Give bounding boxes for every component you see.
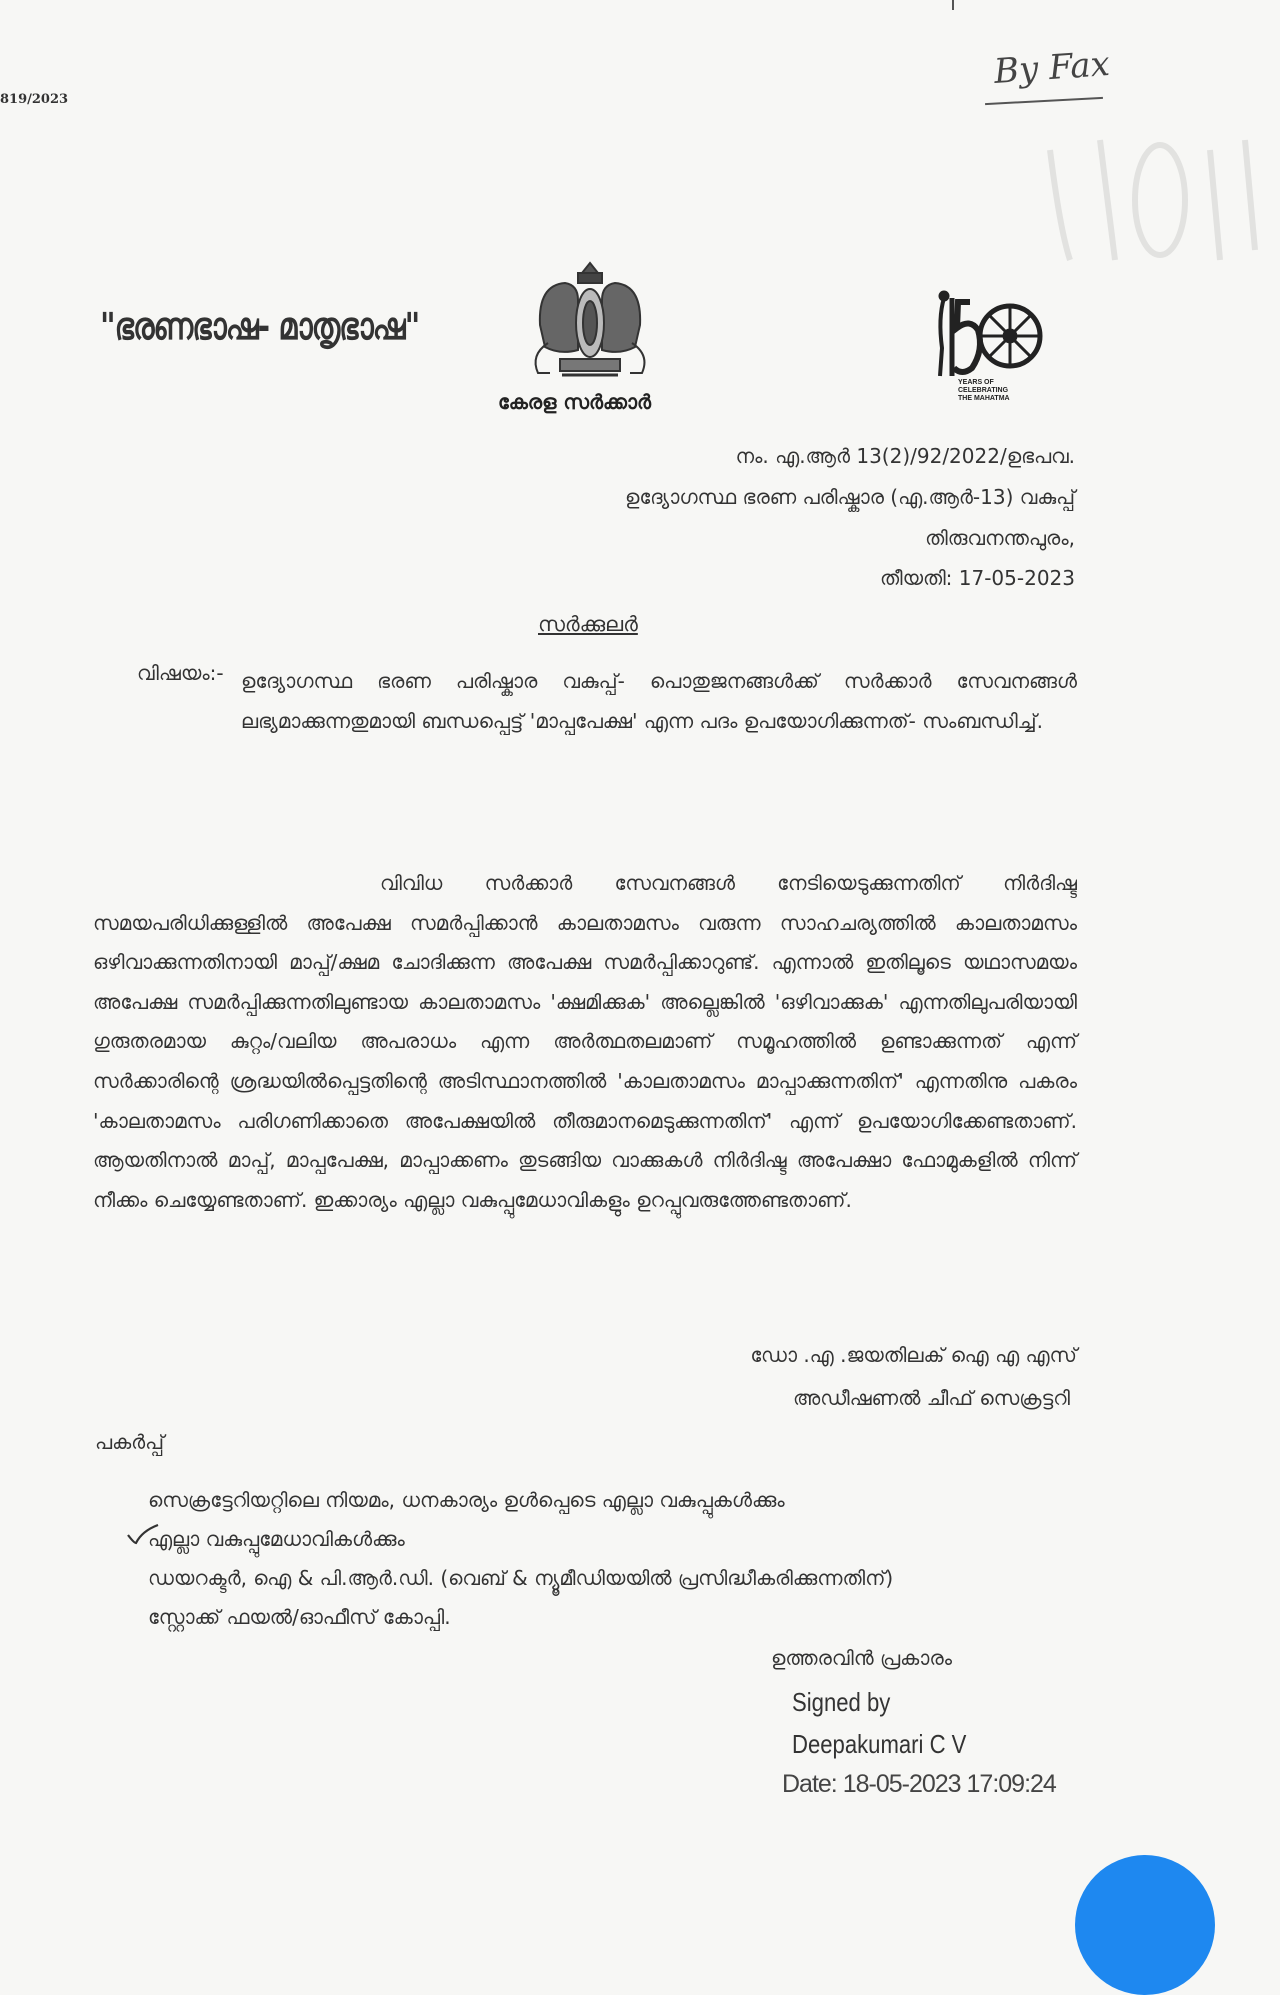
handwritten-check-mark-icon [126, 1523, 160, 1545]
svg-text:THE MAHATMA: THE MAHATMA [958, 395, 1010, 402]
official-language-motto: "ഭരണഭാഷ- മാതൃഭാഷ" [100, 305, 420, 349]
subject-label: വിഷയം:- [137, 661, 224, 685]
copy-recipient-item: സ്റ്റോക്ക് ഫയൽ/ഓഫീസ് കോപ്പി. [148, 1605, 451, 1629]
copy-to-label: പകർപ്പ് [95, 1430, 165, 1454]
gandhi-150-years-logo-icon [930, 288, 1050, 403]
faded-watermark [1030, 110, 1270, 270]
department-name: ഉദ്യോഗസ്ഥ ഭരണ പരിഷ്കാര (എ.ആർ-13) വകുപ്പ് [625, 485, 1075, 509]
copy-recipient-item: സെക്രട്ടേറിയറ്റിലെ നിയമം, ധനകാര്യം ഉൾപ്പെടെ എല്ലാ വകുപ്പുകൾക്കും [148, 1488, 785, 1512]
copy-recipient-item: എല്ലാ വകുപ്പുമേധാവികൾക്കും [148, 1527, 405, 1551]
government-of-kerala-label: കേരള സർക്കാർ [498, 390, 651, 414]
fax-note-handwritten: By Fax [992, 44, 1111, 92]
digital-signed-by: Signed by [792, 1687, 891, 1717]
signatory-designation: അഡീഷണൽ ചീഫ് സെക്രട്ടറി [793, 1386, 1070, 1410]
signatory-name: ഡോ .എ .ജയതിലക് ഐ എ എസ് [750, 1343, 1077, 1367]
svg-text:YEARS OF: YEARS OF [958, 379, 994, 386]
kerala-emblem-icon [520, 255, 660, 385]
top-edge-mark [952, 0, 954, 10]
copy-recipient-item: ഡയറക്ടർ, ഐ & പി.ആർ.ഡി. (വെബ് & ന്യൂമീഡിയയിൽ പ്രസിദ്ധീകരിക്കുന്നതിന്) [148, 1566, 894, 1590]
subject-text: ഉദ്യോഗസ്ഥ ഭരണ പരിഷ്കാര വകുപ്പ്- പൊതുജനങ്ങൾക്ക് സർക്കാർ സേവനങ്ങൾ ലഭ്യമാക്കുന്നതുമായി ബന്ധപ്പെട്ട് 'മാപ്പപേക്ഷ' എന്ന പദം ഉപയോഗിക്കുന്നത്- സംബന്ധിച്ച്. [241, 669, 1077, 733]
file-number-corner: 819/2023 [0, 92, 69, 107]
date: തീയതി: 17-05-2023 [879, 566, 1075, 590]
document-title: സർക്കുലർ [538, 612, 638, 636]
reference-number: നം. എ.ആർ 13(2)/92/2022/ഉഭപവ. [735, 444, 1075, 468]
digital-signer-name: Deepakumari C V [792, 1729, 967, 1759]
circular-body: വിവിധ സർക്കാർ സേവനങ്ങൾ നേടിയെടുക്കുന്നതിന് നിർദിഷ്ട സമയപരിധിക്കുള്ളിൽ അപേക്ഷ സമർപ്പിക്കാൻ കാലതാമസം വരുന്ന സാഹചര്യത്തിൽ കാലതാമസം ഒഴിവാക്കുന്നതിനായി മാപ്പ്/ക്ഷമ ചോദിക്കുന്ന അപേക്ഷ സമർപ്പിക്കാറുണ്ട്. എന്നാൽ ഇതിലൂടെ യഥാസമയം അപേക്ഷ സമർപ്പിക്കുന്നതിലുണ്ടായ കാലതാമസം 'ക്ഷമിക്കുക' അല്ലെങ്കിൽ 'ഒഴിവാക്കുക' എന്നതിലുപരിയായി ഗുരുതരമായ കുറ്റം/വലിയ അപരാധം എന്ന അർത്ഥതലമാണ് സമൂഹത്തിൽ ഉണ്ടാക്കുന്നത് എന്ന് സർക്കാരിന്റെ ശ്രദ്ധയിൽപ്പെട്ടതിന്റെ അടിസ്ഥാനത്തിൽ 'കാലതാമസം മാപ്പാക്കുന്നതിന്' എന്നതിനു പകരം 'കാലതാമസം പരിഗണിക്കാതെ അപേക്ഷയിൽ തീരുമാനമെടുക്കുന്നതിന്' എന്ന് ഉപയോഗിക്കേണ്ടതാണ്. ആയതിനാൽ മാപ്പ്, മാപ്പപേക്ഷ, മാപ്പാക്കണം തുടങ്ങിയ വാക്കുകൾ നിർദിഷ്ട അപേക്ഷാ ഫോമുകളിൽ നിന്ന് നീക്കം ചെയ്യേണ്ടതാണ്. ഇക്കാര്യം എല്ലാ വകുപ്പുമേധാവികളും ഉറപ്പുവരുത്തേണ്ടതാണ്. [93, 871, 1077, 1212]
svg-text:CELEBRATING: CELEBRATING [958, 387, 1009, 394]
fax-note-underline [985, 97, 1103, 105]
digital-signature-date: Date: 18-05-2023 17:09:24 [782, 1770, 1056, 1798]
copy-recipient-list [148, 1481, 893, 1637]
by-order-label: ഉത്തരവിൻ പ്രകാരം [771, 1646, 953, 1670]
place: തിരുവനന്തപുരം, [925, 526, 1075, 550]
floating-action-button[interactable] [1075, 1855, 1215, 1995]
